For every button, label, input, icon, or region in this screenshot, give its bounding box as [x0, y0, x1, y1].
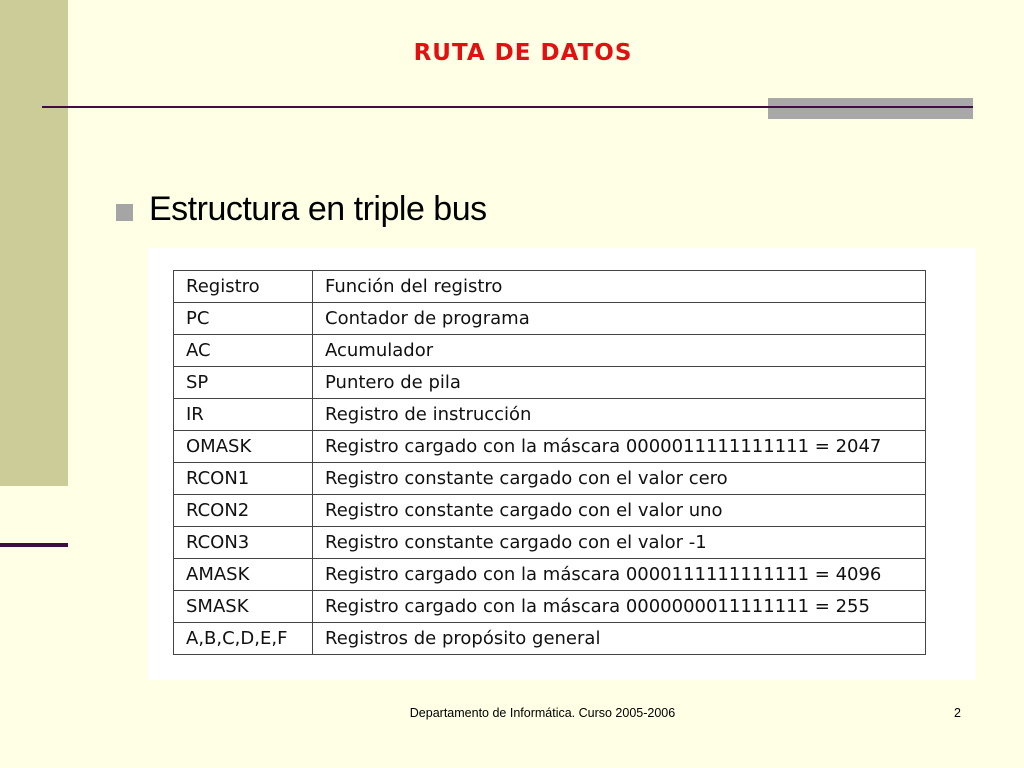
table-row [174, 623, 926, 655]
register-function-cell: Registro de instrucción [313, 399, 926, 431]
table-row [174, 367, 926, 399]
register-function-cell: Acumulador [313, 335, 926, 367]
side-decoration-rule [0, 543, 68, 547]
register-name-cell: SMASK [174, 591, 313, 623]
register-function-cell: Registro cargado con la máscara 0000111111111111 = 4096 [313, 559, 926, 591]
register-name-cell: AMASK [174, 559, 313, 591]
table-row [174, 399, 926, 431]
register-name-cell: AC [174, 335, 313, 367]
register-function-cell: Contador de programa [313, 303, 926, 335]
register-function-cell: Registro constante cargado con el valor cero [313, 463, 926, 495]
register-function-cell: Puntero de pila [313, 367, 926, 399]
bullet-text: Estructura en triple bus [149, 190, 487, 228]
table-row [174, 303, 926, 335]
register-name-cell: SP [174, 367, 313, 399]
table-row [174, 527, 926, 559]
register-function-cell: Registro constante cargado con el valor -1 [313, 527, 926, 559]
register-function-cell: Registro cargado con la máscara 0000011111111111 = 2047 [313, 431, 926, 463]
table-row [174, 559, 926, 591]
register-function-cell: Función del registro [313, 271, 926, 303]
bullet-square-icon [116, 204, 133, 221]
table-row [174, 495, 926, 527]
table-header-row [174, 271, 926, 303]
title-accent-bar [768, 98, 973, 119]
table-row [174, 335, 926, 367]
register-function-cell: Registro constante cargado con el valor uno [313, 495, 926, 527]
slide-title: RUTA DE DATOS [413, 40, 633, 66]
register-name-cell: PC [174, 303, 313, 335]
register-function-cell: Registro cargado con la máscara 0000000011111111 = 255 [313, 591, 926, 623]
register-name-cell: RCON2 [174, 495, 313, 527]
table-row [174, 431, 926, 463]
title-underline [42, 106, 772, 108]
register-name-cell: IR [174, 399, 313, 431]
register-function-cell: Registros de propósito general [313, 623, 926, 655]
register-name-cell: Registro [174, 271, 313, 303]
register-name-cell: RCON1 [174, 463, 313, 495]
table-row [174, 463, 926, 495]
register-name-cell: OMASK [174, 431, 313, 463]
table-row [174, 591, 926, 623]
register-table [173, 270, 926, 655]
footer-text: Departamento de Informática. Curso 2005-2006 [409, 706, 676, 720]
side-decoration-bar [0, 0, 68, 486]
register-name-cell: RCON3 [174, 527, 313, 559]
page-number: 2 [954, 706, 961, 720]
register-name-cell: A,B,C,D,E,F [174, 623, 313, 655]
